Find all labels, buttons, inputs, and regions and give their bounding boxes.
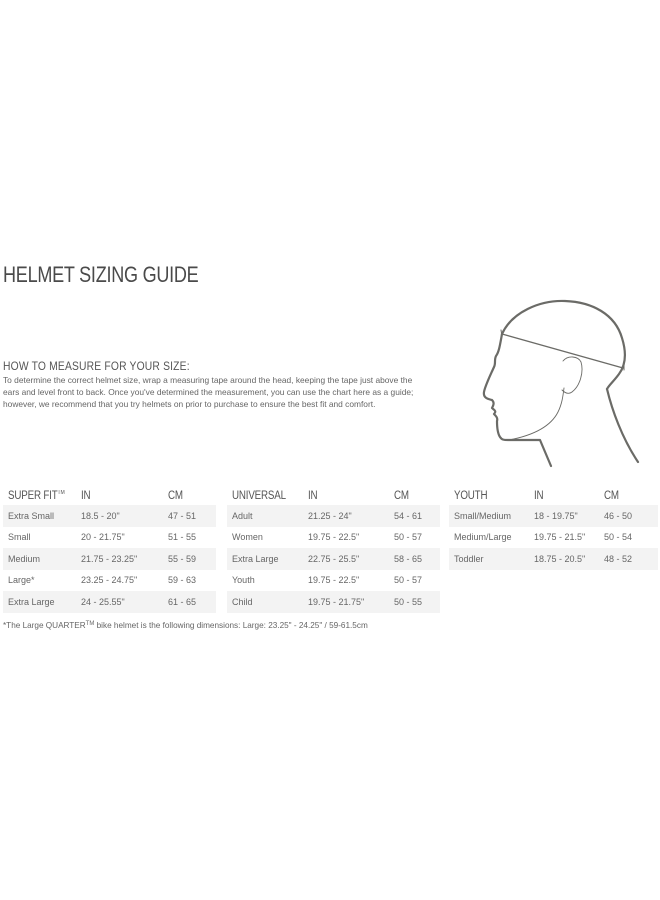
column-header-name: SUPER FIT™	[8, 489, 65, 502]
cm-cell: 51 - 55	[168, 532, 197, 543]
table-row	[449, 505, 658, 527]
inches-cell: 19.75 - 22.5"	[308, 532, 360, 543]
inches-cell: 21.75 - 23.25"	[76, 548, 163, 570]
inches-cell: 23.25 - 24.75"	[81, 575, 138, 586]
inches-cell: 18 - 19.75"	[529, 505, 599, 527]
measure-heading: HOW TO MEASURE FOR YOUR SIZE:	[3, 359, 190, 373]
universal-size-table	[227, 486, 440, 613]
inches-cell: 21.25 - 24"	[303, 505, 389, 527]
cm-cell: 54 - 61	[389, 505, 440, 527]
table-row	[227, 570, 440, 592]
cm-cell: 50 - 55	[389, 591, 440, 613]
column-header-in: IN	[534, 489, 544, 502]
table-row	[3, 548, 216, 570]
column-header-cm: CM	[168, 489, 183, 502]
cm-cell: 50 - 57	[394, 532, 423, 543]
cm-cell: 48 - 52	[599, 548, 658, 570]
inches-cell: 18.5 - 20"	[76, 505, 163, 527]
page-title: HELMET SIZING GUIDE	[3, 262, 199, 287]
size-cell: Small	[8, 532, 31, 543]
size-cell: Extra Large	[227, 548, 303, 570]
inches-cell: 18.75 - 20.5"	[529, 548, 599, 570]
table-row	[449, 548, 658, 570]
cm-cell: 55 - 59	[163, 548, 216, 570]
size-cell: Adult	[227, 505, 303, 527]
column-header-cm: CM	[394, 489, 409, 502]
table-row	[227, 527, 440, 549]
size-cell: Toddler	[449, 548, 529, 570]
table-row	[3, 527, 216, 549]
inches-cell: 20 - 21.75"	[81, 532, 125, 543]
size-cell: Youth	[232, 575, 255, 586]
youth-size-table	[449, 486, 658, 570]
cm-cell: 47 - 51	[163, 505, 216, 527]
table-row	[3, 570, 216, 592]
table-row	[227, 548, 440, 570]
column-header-cm: CM	[604, 489, 619, 502]
table-row	[227, 591, 440, 613]
inches-cell: 22.75 - 25.5"	[303, 548, 389, 570]
size-cell: Child	[227, 591, 303, 613]
inches-cell: 19.75 - 21.5"	[534, 532, 586, 543]
column-header-name: YOUTH	[454, 489, 488, 502]
inches-cell: 24 - 25.55"	[76, 591, 163, 613]
table-row	[3, 591, 216, 613]
super-fit-size-table	[3, 486, 216, 613]
size-cell: Women	[232, 532, 263, 543]
cm-cell: 50 - 54	[604, 532, 633, 543]
size-cell: Medium/Large	[454, 532, 512, 543]
size-cell: Medium	[3, 548, 76, 570]
measure-instructions: To determine the correct helmet size, wrap a measuring tape around the head, keeping the tape just above the ears and level front to back. Once you've determined the measurement, you can use the chart here as a guide; however, we recommend that you try helmets on prior to purchase to ensure the best fit and comfort.	[3, 375, 414, 409]
table-header-row	[3, 486, 216, 505]
inches-cell: 19.75 - 22.5"	[308, 575, 360, 586]
cm-cell: 50 - 57	[394, 575, 423, 586]
size-cell: Small/Medium	[449, 505, 529, 527]
cm-cell: 61 - 65	[163, 591, 216, 613]
size-cell: Extra Large	[3, 591, 76, 613]
inches-cell: 19.75 - 21.75"	[303, 591, 389, 613]
table-row	[449, 527, 658, 549]
cm-cell: 46 - 50	[599, 505, 658, 527]
footnote: *The Large QUARTER™ bike helmet is the following dimensions: Large: 23.25" - 24.25" / 59-61.5cm	[3, 621, 368, 630]
size-cell: Large*	[8, 575, 35, 586]
table-row	[3, 505, 216, 527]
size-cell: Extra Small	[3, 505, 76, 527]
column-header-name: UNIVERSAL	[232, 489, 286, 502]
cm-cell: 59 - 63	[168, 575, 197, 586]
column-header-in: IN	[308, 489, 318, 502]
cm-cell: 58 - 65	[389, 548, 440, 570]
table-header-row	[449, 486, 658, 505]
table-header-row	[227, 486, 440, 505]
table-row	[227, 505, 440, 527]
column-header-in: IN	[81, 489, 91, 502]
head-profile-measuring-tape-icon	[470, 295, 650, 475]
